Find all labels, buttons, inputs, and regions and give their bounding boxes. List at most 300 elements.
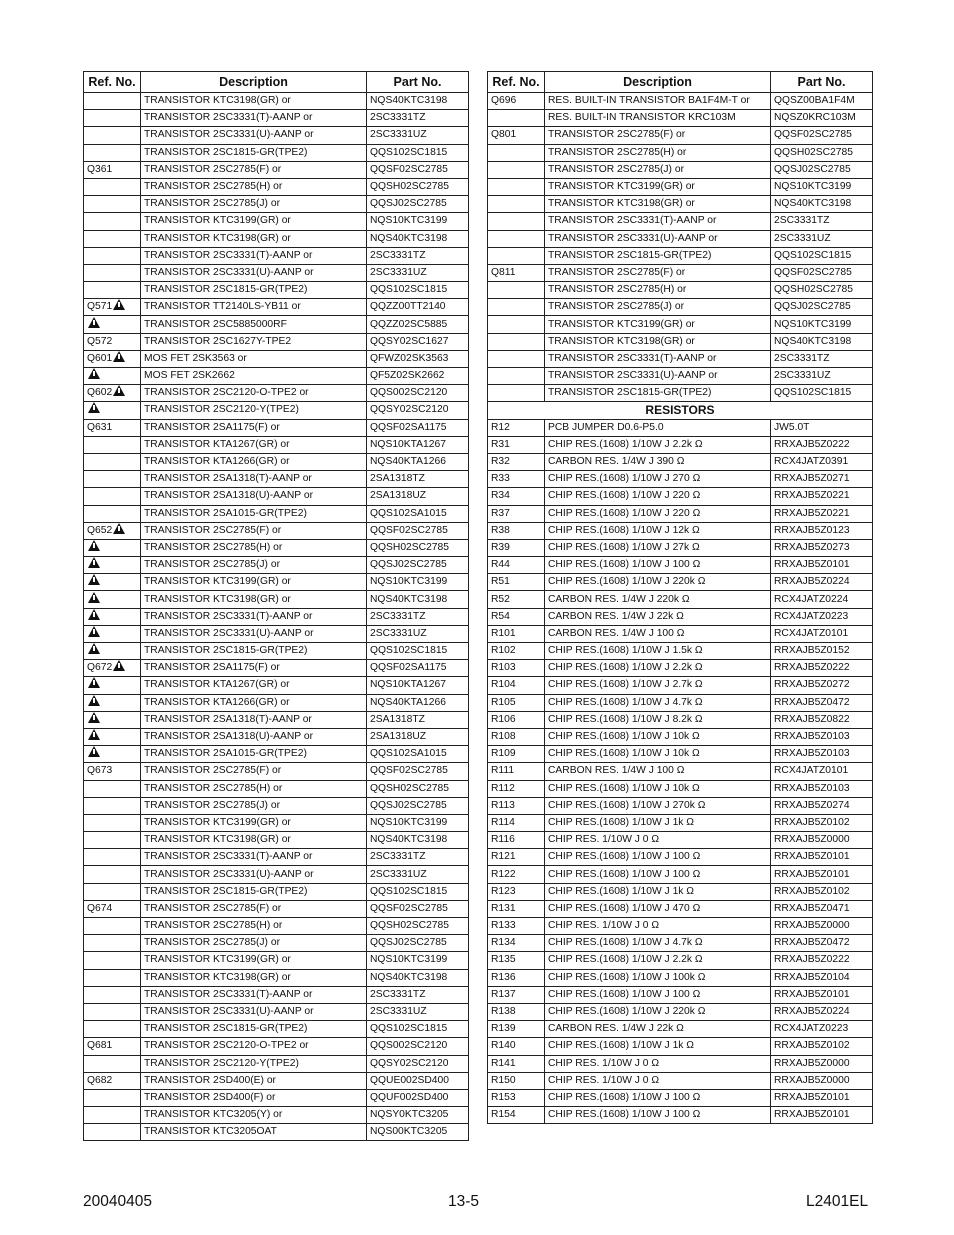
ref-no-text: Q674 xyxy=(87,902,113,914)
ref-no-text: R150 xyxy=(491,1074,516,1086)
table-row xyxy=(84,574,469,591)
ref-no-text: R44 xyxy=(491,559,510,571)
description-cell: TRANSISTOR KTC3205OAT xyxy=(141,1124,367,1141)
description-cell: TRANSISTOR 2SC3331(U)-AANP or xyxy=(141,625,367,642)
part-no-cell: RRXAJB5Z0152 xyxy=(771,643,873,660)
ref-no-cell xyxy=(488,350,545,367)
ref-no-cell xyxy=(84,711,141,728)
description-cell: TRANSISTOR 2SC5885000RF xyxy=(141,316,367,333)
table-row xyxy=(488,557,873,574)
description-cell: TRANSISTOR 2SA1318(T)-AANP or xyxy=(141,711,367,728)
ref-no-cell xyxy=(488,522,545,539)
ref-no-cell xyxy=(84,574,141,591)
table-row xyxy=(84,849,469,866)
part-no-cell: RRXAJB5Z0102 xyxy=(771,814,873,831)
ref-no-cell xyxy=(488,660,545,677)
table-row xyxy=(84,264,469,281)
part-no-cell: QQUE002SD400 xyxy=(367,1072,469,1089)
part-no-cell: QQS102SC1815 xyxy=(367,883,469,900)
ref-no-text: R32 xyxy=(491,456,510,468)
table-row xyxy=(84,247,469,264)
part-no-cell: QQSJ02SC2785 xyxy=(367,935,469,952)
ref-no-cell xyxy=(84,505,141,522)
description-cell: TRANSISTOR 2SC1815-GR(TPE2) xyxy=(141,643,367,660)
warning-triangle-icon xyxy=(113,523,125,534)
table-row xyxy=(488,728,873,745)
part-no-cell: 2SA1318UZ xyxy=(367,728,469,745)
ref-no-text: R140 xyxy=(491,1040,516,1052)
table-row xyxy=(488,591,873,608)
table-row xyxy=(488,1003,873,1020)
description-cell: TRANSISTOR 2SC2785(F) or xyxy=(141,522,367,539)
ref-no-text: R52 xyxy=(491,593,510,605)
table-row xyxy=(488,608,873,625)
description-cell: CARBON RES. 1/4W J 100 Ω xyxy=(545,625,771,642)
ref-no-cell xyxy=(84,625,141,642)
part-no-cell: QQSF02SC2785 xyxy=(771,127,873,144)
table-row xyxy=(84,557,469,574)
ref-no-cell xyxy=(84,247,141,264)
ref-no-cell xyxy=(488,866,545,883)
description-cell: TRANSISTOR 2SD400(E) or xyxy=(141,1072,367,1089)
ref-no-cell xyxy=(488,1089,545,1106)
description-cell: TRANSISTOR 2SC2785(J) or xyxy=(141,557,367,574)
ref-no-text: R39 xyxy=(491,541,510,553)
description-cell: CARBON RES. 1/4W J 100 Ω xyxy=(545,763,771,780)
table-row xyxy=(84,746,469,763)
description-cell: TRANSISTOR 2SC2785(H) or xyxy=(545,282,771,299)
ref-no-text: R131 xyxy=(491,902,516,914)
description-cell: TRANSISTOR 2SC1815-GR(TPE2) xyxy=(141,883,367,900)
table-row xyxy=(84,127,469,144)
table-row xyxy=(488,110,873,127)
table-row xyxy=(488,385,873,402)
part-no-cell: RRXAJB5Z0472 xyxy=(771,694,873,711)
table-row xyxy=(84,625,469,642)
description-cell: CHIP RES.(1608) 1/10W J 2.2k Ω xyxy=(545,952,771,969)
ref-no-cell xyxy=(488,178,545,195)
part-no-cell: NQS00KTC3205 xyxy=(367,1124,469,1141)
ref-no-cell xyxy=(84,333,141,350)
part-no-cell: QQSJ02SC2785 xyxy=(367,557,469,574)
ref-no-cell xyxy=(488,230,545,247)
description-cell: CHIP RES.(1608) 1/10W J 12k Ω xyxy=(545,522,771,539)
warning-triangle-icon xyxy=(88,626,100,637)
ref-no-cell xyxy=(488,264,545,281)
table-row xyxy=(488,471,873,488)
part-no-cell: QQSF02SC2785 xyxy=(367,763,469,780)
ref-no-cell xyxy=(488,814,545,831)
description-cell: RES. BUILT-IN TRANSISTOR BA1F4M-T or xyxy=(545,93,771,110)
warning-triangle-icon xyxy=(88,729,100,740)
table-row xyxy=(488,93,873,110)
warning-triangle-icon xyxy=(88,368,100,379)
table-row xyxy=(84,505,469,522)
ref-no-cell xyxy=(84,866,141,883)
table-row xyxy=(84,677,469,694)
ref-no-cell xyxy=(84,832,141,849)
ref-no-cell xyxy=(84,900,141,917)
description-cell: TRANSISTOR TT2140LS-YB11 or xyxy=(141,299,367,316)
footer-page-number: 13-5 xyxy=(448,1193,480,1210)
description-cell: TRANSISTOR KTC3199(GR) or xyxy=(141,952,367,969)
part-no-cell: QQS102SA1015 xyxy=(367,746,469,763)
table-row xyxy=(84,1107,469,1124)
description-cell: CHIP RES.(1608) 1/10W J 100 Ω xyxy=(545,1107,771,1124)
table-row xyxy=(488,763,873,780)
table-row xyxy=(488,574,873,591)
description-cell: TRANSISTOR 2SC3331(T)-AANP or xyxy=(141,986,367,1003)
warning-triangle-icon xyxy=(88,609,100,620)
footer-date: 20040405 xyxy=(83,1193,152,1210)
table-row xyxy=(84,918,469,935)
part-no-cell: QQSF02SA1175 xyxy=(367,419,469,436)
ref-no-cell xyxy=(488,797,545,814)
ref-no-cell xyxy=(84,1089,141,1106)
table-row xyxy=(488,1072,873,1089)
part-no-cell: QQSY02SC2120 xyxy=(367,402,469,419)
ref-no-text: Q631 xyxy=(87,421,113,433)
part-no-cell: QQSJ02SC2785 xyxy=(771,161,873,178)
ref-no-cell xyxy=(84,453,141,470)
ref-no-cell xyxy=(488,763,545,780)
description-cell: TRANSISTOR 2SC3331(T)-AANP or xyxy=(545,213,771,230)
part-no-cell: NQS40KTC3198 xyxy=(367,969,469,986)
description-cell: TRANSISTOR 2SC2785(F) or xyxy=(141,161,367,178)
ref-no-cell xyxy=(488,333,545,350)
ref-no-cell xyxy=(488,299,545,316)
table-row xyxy=(84,419,469,436)
ref-no-cell xyxy=(84,402,141,419)
description-header: Description xyxy=(141,72,367,93)
description-cell: TRANSISTOR 2SC2785(J) or xyxy=(141,196,367,213)
part-no-cell: QQSF02SC2785 xyxy=(771,264,873,281)
part-no-cell: QQS102SC1815 xyxy=(771,247,873,264)
description-cell: TRANSISTOR 2SC2785(H) or xyxy=(545,144,771,161)
description-cell: CHIP RES.(1608) 1/10W J 220 Ω xyxy=(545,488,771,505)
description-cell: TRANSISTOR 2SA1318(U)-AANP or xyxy=(141,728,367,745)
description-cell: TRANSISTOR 2SA1175(F) or xyxy=(141,419,367,436)
part-no-cell: 2SA1318TZ xyxy=(367,711,469,728)
description-cell: TRANSISTOR KTA1266(GR) or xyxy=(141,694,367,711)
ref-no-text: Q361 xyxy=(87,163,113,175)
ref-no-cell xyxy=(84,368,141,385)
ref-no-text: R109 xyxy=(491,748,516,760)
table-row xyxy=(488,436,873,453)
ref-no-text: Q801 xyxy=(491,129,517,141)
ref-no-cell xyxy=(84,918,141,935)
ref-no-cell xyxy=(488,539,545,556)
description-cell: TRANSISTOR 2SA1015-GR(TPE2) xyxy=(141,505,367,522)
table-row xyxy=(84,488,469,505)
description-cell: TRANSISTOR KTC3205(Y) or xyxy=(141,1107,367,1124)
ref-no-cell xyxy=(84,728,141,745)
table-row xyxy=(84,814,469,831)
ref-no-cell xyxy=(84,161,141,178)
description-cell: CHIP RES.(1608) 1/10W J 220k Ω xyxy=(545,574,771,591)
part-no-cell: QQS102SC1815 xyxy=(367,282,469,299)
ref-no-text: R137 xyxy=(491,988,516,1000)
ref-no-cell xyxy=(84,93,141,110)
warning-triangle-icon xyxy=(88,643,100,654)
table-row xyxy=(488,1038,873,1055)
part-no-cell: RRXAJB5Z0274 xyxy=(771,797,873,814)
part-no-cell: RRXAJB5Z0272 xyxy=(771,677,873,694)
description-cell: TRANSISTOR 2SC2785(F) or xyxy=(545,264,771,281)
part-no-cell: RRXAJB5Z0273 xyxy=(771,539,873,556)
description-cell: TRANSISTOR 2SC3331(T)-AANP or xyxy=(141,608,367,625)
table-row xyxy=(488,316,873,333)
ref-no-cell xyxy=(84,385,141,402)
ref-no-cell xyxy=(84,797,141,814)
ref-no-cell xyxy=(84,952,141,969)
table-row xyxy=(84,385,469,402)
warning-triangle-icon xyxy=(88,557,100,568)
description-cell: TRANSISTOR 2SC2785(J) or xyxy=(141,797,367,814)
description-cell: TRANSISTOR 2SC2785(F) or xyxy=(545,127,771,144)
table-row xyxy=(488,625,873,642)
description-cell: CHIP RES.(1608) 1/10W J 2.7k Ω xyxy=(545,677,771,694)
table-row xyxy=(84,660,469,677)
footer-model: L2401EL xyxy=(806,1193,869,1210)
ref-no-cell xyxy=(488,849,545,866)
table-row xyxy=(488,368,873,385)
table-row xyxy=(84,299,469,316)
table-row xyxy=(84,935,469,952)
ref-no-text: R38 xyxy=(491,524,510,536)
table-row xyxy=(84,282,469,299)
part-no-cell: RRXAJB5Z0000 xyxy=(771,918,873,935)
description-cell: CHIP RES. 1/10W J 0 Ω xyxy=(545,832,771,849)
table-row xyxy=(488,935,873,952)
table-row xyxy=(488,161,873,178)
table-row xyxy=(84,230,469,247)
table-row xyxy=(84,178,469,195)
ref-no-text: Q682 xyxy=(87,1074,113,1086)
ref-no-text: R111 xyxy=(491,765,515,777)
part-no-cell: NQS40KTC3198 xyxy=(771,196,873,213)
part-no-cell: RRXAJB5Z0101 xyxy=(771,557,873,574)
ref-no-cell xyxy=(84,849,141,866)
table-row xyxy=(488,866,873,883)
part-no-cell: QQSY02SC2120 xyxy=(367,1055,469,1072)
parts-table-right-body xyxy=(488,93,873,1124)
part-no-cell: RRXAJB5Z0101 xyxy=(771,866,873,883)
warning-triangle-icon xyxy=(113,299,125,310)
description-cell: CHIP RES.(1608) 1/10W J 8.2k Ω xyxy=(545,711,771,728)
table-row xyxy=(488,196,873,213)
part-no-cell: QQS102SC1815 xyxy=(367,1021,469,1038)
table-row xyxy=(84,711,469,728)
description-cell: CARBON RES. 1/4W J 22k Ω xyxy=(545,1021,771,1038)
table-row xyxy=(84,1003,469,1020)
description-cell: TRANSISTOR 2SC2785(J) or xyxy=(141,935,367,952)
table-row xyxy=(488,419,873,436)
table-row xyxy=(488,453,873,470)
part-no-cell: QQSH02SC2785 xyxy=(367,918,469,935)
ref-no-text: Q602 xyxy=(87,387,113,399)
part-no-cell: NQS10KTC3199 xyxy=(367,574,469,591)
ref-no-text: R51 xyxy=(491,576,510,588)
part-no-cell: QQS102SC1815 xyxy=(367,144,469,161)
table-row xyxy=(84,368,469,385)
ref-no-cell xyxy=(84,643,141,660)
table-row xyxy=(488,1089,873,1106)
table-row xyxy=(488,780,873,797)
ref-no-cell xyxy=(84,127,141,144)
description-cell: TRANSISTOR 2SC2785(J) or xyxy=(545,161,771,178)
description-cell: CHIP RES.(1608) 1/10W J 4.7k Ω xyxy=(545,694,771,711)
part-no-cell: RRXAJB5Z0102 xyxy=(771,883,873,900)
ref-no-cell xyxy=(84,419,141,436)
part-no-cell: NQS40KTC3198 xyxy=(367,591,469,608)
description-cell: CHIP RES.(1608) 1/10W J 100k Ω xyxy=(545,969,771,986)
description-cell: TRANSISTOR 2SC2785(F) or xyxy=(141,900,367,917)
ref-no-cell xyxy=(488,436,545,453)
ref-no-cell xyxy=(488,694,545,711)
ref-no-text: R141 xyxy=(491,1057,516,1069)
table-row xyxy=(488,986,873,1003)
part-no-cell: RRXAJB5Z0123 xyxy=(771,522,873,539)
ref-no-text: R33 xyxy=(491,473,510,485)
description-cell: CHIP RES.(1608) 1/10W J 1.5k Ω xyxy=(545,643,771,660)
table-row xyxy=(488,522,873,539)
table-row xyxy=(84,213,469,230)
ref-no-cell xyxy=(488,419,545,436)
description-cell: TRANSISTOR 2SC1815-GR(TPE2) xyxy=(141,282,367,299)
ref-no-cell xyxy=(488,247,545,264)
part-no-cell: NQS40KTC3198 xyxy=(771,333,873,350)
ref-no-cell xyxy=(84,591,141,608)
ref-no-cell xyxy=(488,488,545,505)
ref-no-text: R121 xyxy=(491,851,516,863)
ref-no-cell xyxy=(84,1038,141,1055)
part-no-cell: 2SA1318UZ xyxy=(367,488,469,505)
table-row xyxy=(84,866,469,883)
part-no-cell: QQSH02SC2785 xyxy=(771,144,873,161)
description-cell: CARBON RES. 1/4W J 22k Ω xyxy=(545,608,771,625)
description-cell: TRANSISTOR 2SC3331(U)-AANP or xyxy=(141,1003,367,1020)
table-row xyxy=(84,1124,469,1141)
table-row xyxy=(84,402,469,419)
description-cell: TRANSISTOR 2SC3331(T)-AANP or xyxy=(141,849,367,866)
part-no-cell: QQSZ00BA1F4M xyxy=(771,93,873,110)
table-row xyxy=(84,539,469,556)
ref-no-cell xyxy=(488,711,545,728)
ref-no-cell xyxy=(488,213,545,230)
ref-no-cell xyxy=(488,625,545,642)
table-row xyxy=(84,832,469,849)
table-row xyxy=(84,1072,469,1089)
description-cell: CHIP RES.(1608) 1/10W J 100 Ω xyxy=(545,557,771,574)
table-row xyxy=(488,127,873,144)
warning-triangle-icon xyxy=(113,351,125,362)
ref-no-cell xyxy=(488,1021,545,1038)
ref-no-cell xyxy=(84,196,141,213)
table-row xyxy=(84,694,469,711)
part-no-cell: QQSY02SC1627 xyxy=(367,333,469,350)
part-no-cell: RRXAJB5Z0271 xyxy=(771,471,873,488)
ref-no-text: R34 xyxy=(491,490,510,502)
parts-table-left-body xyxy=(84,93,469,1141)
ref-no-cell xyxy=(488,780,545,797)
ref-no-cell xyxy=(488,127,545,144)
description-cell: TRANSISTOR 2SA1318(T)-AANP or xyxy=(141,471,367,488)
description-cell: CHIP RES.(1608) 1/10W J 100 Ω xyxy=(545,866,771,883)
table-row xyxy=(84,453,469,470)
ref-no-cell xyxy=(84,144,141,161)
table-row xyxy=(84,316,469,333)
part-no-cell: QQSJ02SC2785 xyxy=(771,299,873,316)
part-no-cell: NQSY0KTC3205 xyxy=(367,1107,469,1124)
ref-no-text: R101 xyxy=(491,627,516,639)
part-no-cell: QQS102SC1815 xyxy=(771,385,873,402)
section-header-row xyxy=(488,402,873,419)
ref-no-text: Q571 xyxy=(87,301,113,313)
description-cell: TRANSISTOR KTC3198(GR) or xyxy=(141,230,367,247)
description-cell: TRANSISTOR 2SC2785(F) or xyxy=(141,763,367,780)
description-cell: TRANSISTOR 2SC3331(T)-AANP or xyxy=(141,247,367,264)
part-no-cell: RRXAJB5Z0101 xyxy=(771,849,873,866)
table-row xyxy=(488,539,873,556)
description-cell: CHIP RES.(1608) 1/10W J 1k Ω xyxy=(545,814,771,831)
table-row xyxy=(84,728,469,745)
ref-no-cell xyxy=(488,316,545,333)
description-cell: RES. BUILT-IN TRANSISTOR KRC103M xyxy=(545,110,771,127)
table-row xyxy=(84,969,469,986)
ref-no-text: R103 xyxy=(491,662,516,674)
description-cell: CHIP RES.(1608) 1/10W J 100 Ω xyxy=(545,849,771,866)
ref-no-cell xyxy=(84,350,141,367)
ref-no-text: Q572 xyxy=(87,335,113,347)
ref-no-text: R102 xyxy=(491,645,516,657)
ref-no-cell xyxy=(84,746,141,763)
part-no-cell: QQS002SC2120 xyxy=(367,1038,469,1055)
description-cell: CHIP RES. 1/10W J 0 Ω xyxy=(545,1055,771,1072)
warning-triangle-icon xyxy=(88,712,100,723)
ref-no-cell xyxy=(84,763,141,780)
part-no-cell: 2SC3331UZ xyxy=(771,368,873,385)
part-no-cell: QQS102SC1815 xyxy=(367,643,469,660)
description-cell: TRANSISTOR 2SC3331(T)-AANP or xyxy=(545,350,771,367)
ref-no-cell xyxy=(84,986,141,1003)
ref-no-cell xyxy=(488,746,545,763)
part-no-cell: QQSH02SC2785 xyxy=(367,539,469,556)
part-no-cell: QQSF02SC2785 xyxy=(367,161,469,178)
header-row xyxy=(84,72,469,93)
table-row xyxy=(488,144,873,161)
ref-no-cell xyxy=(84,694,141,711)
description-cell: TRANSISTOR KTC3199(GR) or xyxy=(141,574,367,591)
part-no-cell: RRXAJB5Z0221 xyxy=(771,488,873,505)
parts-table-left xyxy=(83,71,469,1141)
table-row xyxy=(84,643,469,660)
part-no-cell: RRXAJB5Z0101 xyxy=(771,1107,873,1124)
ref-no-text: Q652 xyxy=(87,524,113,536)
part-no-cell: RRXAJB5Z0222 xyxy=(771,660,873,677)
description-cell: TRANSISTOR 2SC2120-O-TPE2 or xyxy=(141,385,367,402)
ref-no-text: R105 xyxy=(491,696,516,708)
part-no-cell: QFWZ02SK3563 xyxy=(367,350,469,367)
description-cell: CHIP RES.(1608) 1/10W J 1k Ω xyxy=(545,883,771,900)
part-no-cell: QQSJ02SC2785 xyxy=(367,196,469,213)
part-no-cell: 2SC3331UZ xyxy=(771,230,873,247)
table-row xyxy=(84,110,469,127)
part-no-cell: RRXAJB5Z0000 xyxy=(771,1055,873,1072)
part-no-cell: QQSF02SC2785 xyxy=(367,900,469,917)
part-no-cell: RRXAJB5Z0103 xyxy=(771,728,873,745)
ref-no-cell xyxy=(488,161,545,178)
